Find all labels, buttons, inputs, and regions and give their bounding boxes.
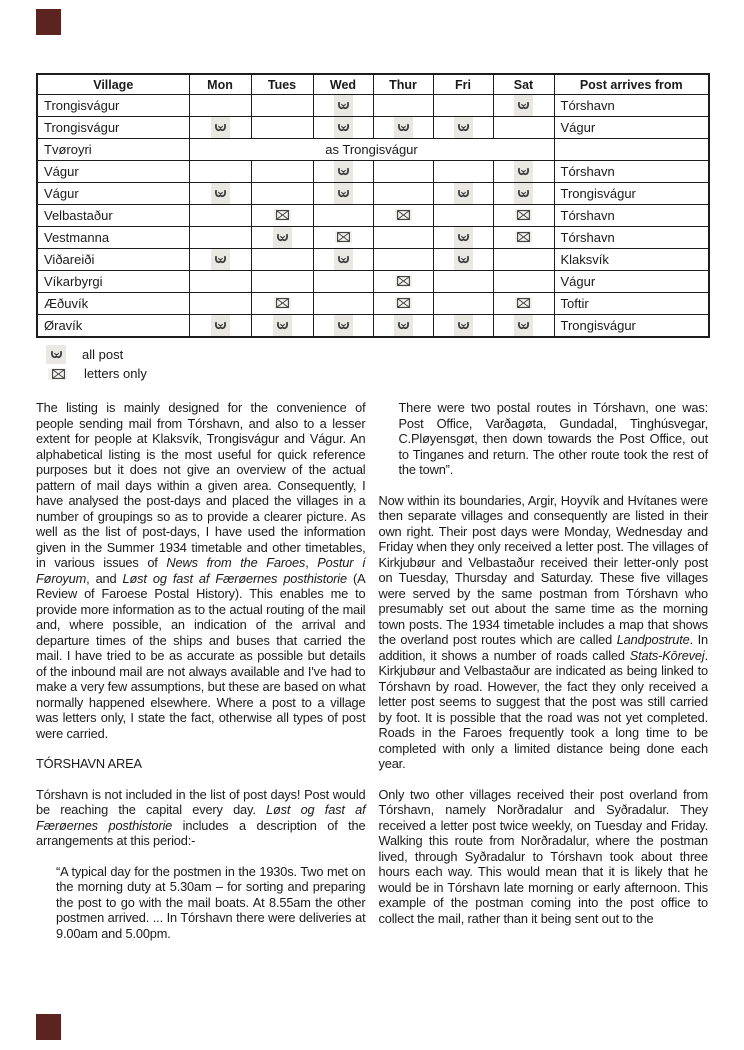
italic-title-text: Stats-Kōrevej <box>629 647 705 663</box>
post-day-cell <box>251 161 313 183</box>
post-day-cell <box>189 315 251 338</box>
post-day-cell <box>433 205 493 227</box>
posthorn-icon <box>334 117 353 138</box>
table-row <box>37 161 709 183</box>
post-day-cell <box>251 117 313 139</box>
legend <box>46 345 708 383</box>
envelope-icon <box>515 231 532 243</box>
column-header: Tues <box>251 74 313 95</box>
village-name-cell: Velbastaður <box>37 205 189 227</box>
text-run: Tórshavn is not included in the list of post days! Post would be reaching the capital every day. <box>36 786 366 817</box>
envelope-icon <box>395 209 412 221</box>
village-name-cell: Tvøroyri <box>37 139 189 161</box>
posthorn-icon <box>514 315 533 336</box>
posthorn-icon <box>46 345 66 364</box>
post-day-cell <box>373 293 433 315</box>
envelope-icon <box>335 231 352 243</box>
post-day-cell <box>313 183 373 205</box>
table-row <box>37 139 709 161</box>
post-day-cell <box>373 183 433 205</box>
post-day-cell <box>189 249 251 271</box>
post-day-cell <box>493 183 554 205</box>
body-paragraph <box>379 493 709 772</box>
village-name-cell: Trongisvágur <box>37 95 189 117</box>
post-arrives-from-cell: Trongisvágur <box>554 315 709 338</box>
legend-item-all-post <box>46 345 708 364</box>
italic-title-text: News from the Faroes <box>166 555 306 570</box>
text-run: , <box>305 555 318 570</box>
blockquote-text <box>56 864 366 942</box>
envelope-icon <box>395 297 412 309</box>
village-name-cell: Øravík <box>37 315 189 338</box>
column-header: Fri <box>433 74 493 95</box>
body-paragraph <box>379 787 709 927</box>
posthorn-icon <box>514 183 533 204</box>
text-run: TÓRSHAVN AREA <box>36 756 142 771</box>
italic-title-text: Løst og fast af Færøernes posthistorie <box>122 570 347 586</box>
post-day-cell <box>313 249 373 271</box>
post-arrives-from-cell <box>554 139 709 161</box>
table-row <box>37 271 709 293</box>
posthorn-icon <box>454 183 473 204</box>
text-run: Only two other villages received their post overland from Tórshavn, namely Norðradalur and Syðradalur. They received a letter post twice weekly, on Tuesday and Friday. Walking this route from Norðradalur, where the postman lived, through Syðradalur to Tórshavn took about three hours each way. This would mean that it is likely that he would be in Tórshavn late morning or early afternoon. This example of the postman coming into the post office to collect the mail, rather than it being sent out to the <box>378 786 708 926</box>
post-day-cell <box>433 117 493 139</box>
village-name-cell: Víkarbyrgi <box>37 271 189 293</box>
post-arrives-from-cell: Vágur <box>554 117 709 139</box>
span-note-cell: as Trongisvágur <box>189 139 554 161</box>
page-corner-marker-top <box>36 9 61 35</box>
post-day-cell <box>373 315 433 338</box>
post-day-cell <box>433 95 493 117</box>
post-day-cell <box>373 117 433 139</box>
post-day-cell <box>189 183 251 205</box>
post-day-cell <box>313 161 373 183</box>
posthorn-icon <box>454 227 473 248</box>
post-day-cell <box>313 95 373 117</box>
posthorn-icon <box>273 315 292 336</box>
article-column-left <box>36 400 366 956</box>
text-run: The listing is mainly designed for the convenience of people sending mail from Tórshavn, and also to a lesser extent for people at Klaksvík, Trongisvágur and Vágur. An alphabetical listing is the most useful for quick reference purposes but it does not give an overview of the actual pattern of mail days within a given area. Consequently, I have analysed the post-days and placed the villages in a number of groupings so as to provide a clearer picture. As well as the list of post-days, I have used the information given in the Summer 1934 timetable and other timetables, in various issues of <box>36 400 366 570</box>
post-day-cell <box>373 271 433 293</box>
post-day-cell <box>493 249 554 271</box>
posthorn-icon <box>454 117 473 138</box>
post-day-cell <box>493 117 554 139</box>
post-day-cell <box>433 271 493 293</box>
table-row <box>37 117 709 139</box>
posthorn-icon <box>211 117 230 138</box>
text-run: . Kirkjubøur and Velbastaður are indicated as being linked to Tórshavn by road. However, the fact they only received a letter post seems to suggest that the post was still carried by foot. It is possible that the road was not yet completed. Roads in the Faroes frequently took a long time to be completed with only a limited distance being done each year. <box>378 647 708 771</box>
posthorn-icon <box>334 183 353 204</box>
italic-title-text: Løst og fast af Færøernes posthistorie <box>36 802 366 833</box>
post-day-cell <box>313 117 373 139</box>
post-day-cell <box>373 95 433 117</box>
column-header: Thur <box>373 74 433 95</box>
post-arrives-from-cell: Tórshavn <box>554 95 709 117</box>
post-day-cell <box>493 161 554 183</box>
posthorn-icon <box>211 183 230 204</box>
post-day-cell <box>251 95 313 117</box>
post-day-cell <box>433 315 493 338</box>
table-row <box>37 249 709 271</box>
legend-label: letters only <box>84 366 147 381</box>
post-day-cell <box>251 271 313 293</box>
village-name-cell: Vágur <box>37 161 189 183</box>
text-run: includes a description of the arrangements at this period:- <box>36 817 366 848</box>
blockquote-text <box>399 400 709 478</box>
column-header: Mon <box>189 74 251 95</box>
posthorn-icon <box>394 117 413 138</box>
italic-title-text: Landpostrute <box>616 632 690 647</box>
post-day-cell <box>251 205 313 227</box>
italic-title-text: Postur í Føroyum <box>36 555 366 586</box>
post-day-cell <box>433 249 493 271</box>
village-name-cell: Vestmanna <box>37 227 189 249</box>
posthorn-icon <box>514 95 533 116</box>
posthorn-icon <box>514 161 533 182</box>
table-row <box>37 293 709 315</box>
post-day-cell <box>313 205 373 227</box>
envelope-icon <box>274 209 291 221</box>
post-day-cell <box>189 161 251 183</box>
post-day-cell <box>189 271 251 293</box>
post-day-cell <box>493 293 554 315</box>
post-day-cell <box>251 249 313 271</box>
body-paragraph <box>36 400 366 741</box>
post-day-cell <box>493 95 554 117</box>
table-row <box>37 95 709 117</box>
posthorn-icon <box>334 315 353 336</box>
posthorn-icon <box>334 95 353 116</box>
post-day-cell <box>251 227 313 249</box>
post-day-cell <box>251 315 313 338</box>
post-days-table <box>36 73 710 338</box>
post-day-cell <box>189 117 251 139</box>
post-day-cell <box>251 293 313 315</box>
post-day-cell <box>493 227 554 249</box>
body-paragraph <box>36 787 366 849</box>
post-day-cell <box>189 205 251 227</box>
post-day-cell <box>251 183 313 205</box>
table-row <box>37 227 709 249</box>
post-day-cell <box>313 271 373 293</box>
post-day-cell <box>373 205 433 227</box>
post-day-cell <box>433 161 493 183</box>
post-arrives-from-cell: Tórshavn <box>554 205 709 227</box>
post-arrives-from-cell: Klaksvík <box>554 249 709 271</box>
post-day-cell <box>493 315 554 338</box>
post-day-cell <box>313 293 373 315</box>
envelope-icon <box>515 297 532 309</box>
post-day-cell <box>189 227 251 249</box>
page-corner-marker-bottom <box>36 1014 61 1040</box>
table-row <box>37 315 709 338</box>
village-name-cell: Viðareiði <box>37 249 189 271</box>
post-day-cell <box>433 183 493 205</box>
column-header: Post arrives from <box>554 74 709 95</box>
column-header: Sat <box>493 74 554 95</box>
text-run: (A Review of Faroese Postal History). This enables me to provide more information as to the actual routing of the mail and, where possible, an indication of the arrival and departure times of the ships and buses that carried the mail. I have tried to be as accurate as possible but details of the inbound mail are not always available and I've had to make a very few assumptions, but these are based on what normally happened elsewhere. Where a post to a village was letters only, I state the fact, otherwise all types of post were carried. <box>36 570 366 741</box>
posthorn-icon <box>454 315 473 336</box>
posthorn-icon <box>211 249 230 270</box>
post-arrives-from-cell: Tórshavn <box>554 161 709 183</box>
posthorn-icon <box>273 227 292 248</box>
envelope-icon <box>515 209 532 221</box>
post-day-cell <box>189 95 251 117</box>
text-run: There were two postal routes in Tórshavn, one was: Post Office, Varðagøta, Gundadal, Tinghúsvegar, C.Pløyensgøt, then down towards the Post Office, out to Tinganes and return. The other route took the rest of the town”. <box>398 400 708 477</box>
article-body <box>36 400 708 956</box>
post-arrives-from-cell: Toftir <box>554 293 709 315</box>
posthorn-icon <box>334 249 353 270</box>
section-heading <box>36 756 366 772</box>
column-header: Wed <box>313 74 373 95</box>
posthorn-icon <box>454 249 473 270</box>
text-run: Now within its boundaries, Argir, Hoyvík and Hvítanes were then separate villages and consequently are listed in their own right. Their post days were Monday, Wednesday and Friday when they only received a letter post. The villages of Kirkjubøur and Velbastaður received their letter-only post on Tuesday, Thursday and Saturday. These five villages were served by the same postman from Tórshavn who presumably set out about the same time as the morning town posts. The 1934 timetable includes a map that shows the overland post routes which are called <box>378 492 708 647</box>
envelope-icon <box>48 368 68 380</box>
envelope-icon <box>274 297 291 309</box>
table-row <box>37 183 709 205</box>
post-day-cell <box>373 249 433 271</box>
post-arrives-from-cell: Trongisvágur <box>554 183 709 205</box>
post-day-cell <box>373 227 433 249</box>
legend-label: all post <box>82 347 124 362</box>
legend-item-letters-only <box>46 364 708 383</box>
village-name-cell: Æðuvík <box>37 293 189 315</box>
post-arrives-from-cell: Tórshavn <box>554 227 709 249</box>
post-day-cell <box>433 227 493 249</box>
envelope-icon <box>395 275 412 287</box>
post-day-cell <box>313 227 373 249</box>
post-day-cell <box>189 293 251 315</box>
post-day-cell <box>493 205 554 227</box>
posthorn-icon <box>394 315 413 336</box>
article-column-right <box>379 400 709 956</box>
table-header-row <box>37 74 709 95</box>
text-run: . In addition, it shows a number of roads called <box>378 632 708 663</box>
post-day-cell <box>373 161 433 183</box>
posthorn-icon <box>334 161 353 182</box>
post-day-cell <box>433 293 493 315</box>
post-day-cell <box>313 315 373 338</box>
posthorn-icon <box>211 315 230 336</box>
post-day-cell <box>493 271 554 293</box>
post-arrives-from-cell: Vágur <box>554 271 709 293</box>
text-run: , and <box>86 570 123 586</box>
table-row <box>37 205 709 227</box>
column-header: Village <box>37 74 189 95</box>
village-name-cell: Vágur <box>37 183 189 205</box>
village-name-cell: Trongisvágur <box>37 117 189 139</box>
text-run: “A typical day for the postmen in the 1930s. Two met on the morning duty at 5.30am – for sorting and preparing the post to go with the mail boats. At 8.55am the other postmen arrived. ... In Tórshavn there were deliveries at 9.00am and 5.00pm. <box>56 863 366 941</box>
